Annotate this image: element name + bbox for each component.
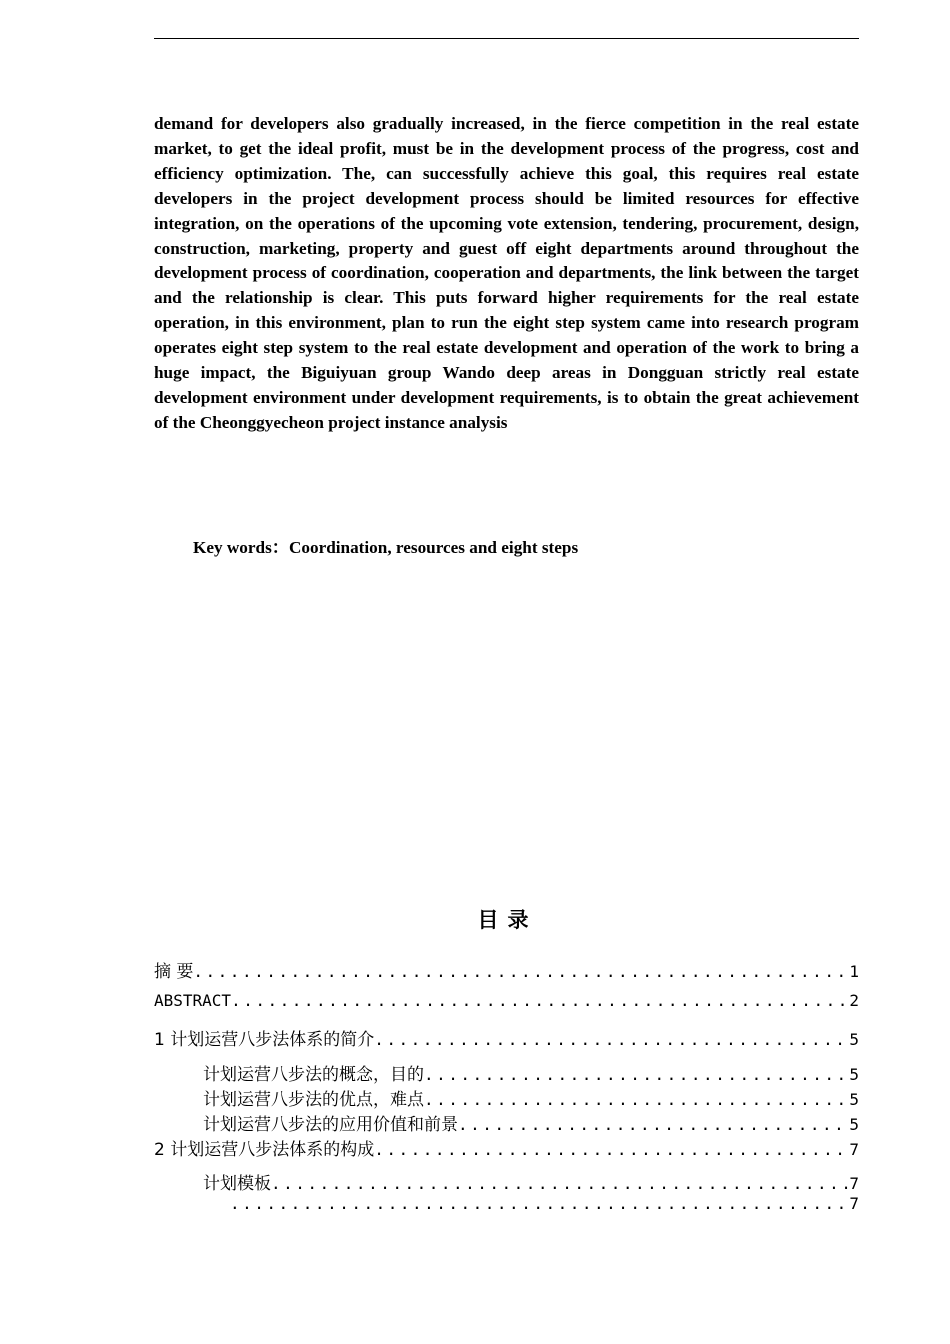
toc-entry-label: ABSTRACT	[154, 991, 232, 1010]
toc-entry-section-1-1[interactable]	[203, 1060, 859, 1085]
toc-entry-page: 5	[849, 1090, 859, 1109]
toc-entry-section-2-1[interactable]	[203, 1169, 859, 1194]
abstract-body: demand for developers also gradually increased, in the fierce competition in the real estate market, to get the ideal profit, must be in the development process of the progress, cost and efficiency optimization. The, can successfully achieve this goal, this requires real estate developers in the project development process should be limited resources for effective integration, on the operations of the upcoming vote extension, tendering, procurement, design, construction, marketing, property and guest off eight departments around throughout the development process of coordination, cooperation and departments, the link between the target and the relationship is clear. This puts forward higher requirements for the real estate operation, in this environment, plan to run the eight step system came into research program operates eight step system to the real estate development and operation of the work to bring a huge impact, the Biguiyuan group Wando deep areas in Dongguan strictly real estate development environment under development requirements, is to obtain the great achievement of the Cheonggyecheon project instance analysis	[154, 114, 859, 432]
toc-leader-dots	[230, 1194, 849, 1213]
toc-entry-page: 7	[849, 1140, 859, 1159]
keywords-value: Coordination, resources and eight steps	[288, 538, 579, 557]
toc-entry-label: 2 计划运营八步法体系的构成	[154, 1140, 375, 1160]
toc-entry-chapter-1[interactable]	[154, 1025, 859, 1050]
toc-leader-dots	[193, 962, 849, 981]
toc-entry-section-1-2[interactable]	[203, 1085, 859, 1110]
toc-entry-page: 5	[849, 1030, 859, 1049]
toc-leader-dots	[271, 1174, 849, 1193]
toc-leader-dots	[424, 1090, 849, 1109]
toc-entry-page: 5	[849, 1065, 859, 1084]
toc-entry-label: 计划运营八步法的应用价值和前景	[203, 1115, 458, 1135]
keywords-label: Key words：	[193, 538, 289, 557]
header-rule	[154, 38, 859, 39]
toc-entry-label: 1 计划运营八步法体系的简介	[154, 1030, 375, 1050]
toc-entry-label: 计划运营八步法的优点，难点	[203, 1090, 424, 1110]
toc-leader-dots	[374, 1140, 849, 1159]
toc-leader-dots	[231, 991, 849, 1010]
toc-leader-dots	[374, 1030, 849, 1049]
toc-entry-label: 计划运营八步法的概念，目的	[203, 1065, 424, 1085]
toc-entry-label: 摘 要	[154, 962, 194, 982]
toc-entry-abstract-cn[interactable]	[154, 957, 859, 982]
toc-entry-page: 2	[849, 991, 859, 1010]
toc-leader-dots	[424, 1065, 849, 1084]
toc-leader-dots	[458, 1115, 849, 1134]
toc-entry-page: 1	[849, 962, 859, 981]
toc-entry-page: 5	[849, 1115, 859, 1134]
toc-entry-page: 7	[849, 1194, 859, 1213]
keywords-line	[193, 536, 578, 560]
toc-title: 目录	[477, 908, 538, 932]
toc-entry-label: 计划模板	[203, 1174, 271, 1194]
toc-entry-chapter-2[interactable]	[154, 1135, 859, 1160]
toc-entry-abstract-en[interactable]	[154, 991, 859, 1013]
toc-entry-section-2-2[interactable]	[230, 1194, 859, 1216]
toc-entry-section-1-3[interactable]	[203, 1110, 859, 1135]
toc-entry-page: 7	[849, 1174, 859, 1193]
